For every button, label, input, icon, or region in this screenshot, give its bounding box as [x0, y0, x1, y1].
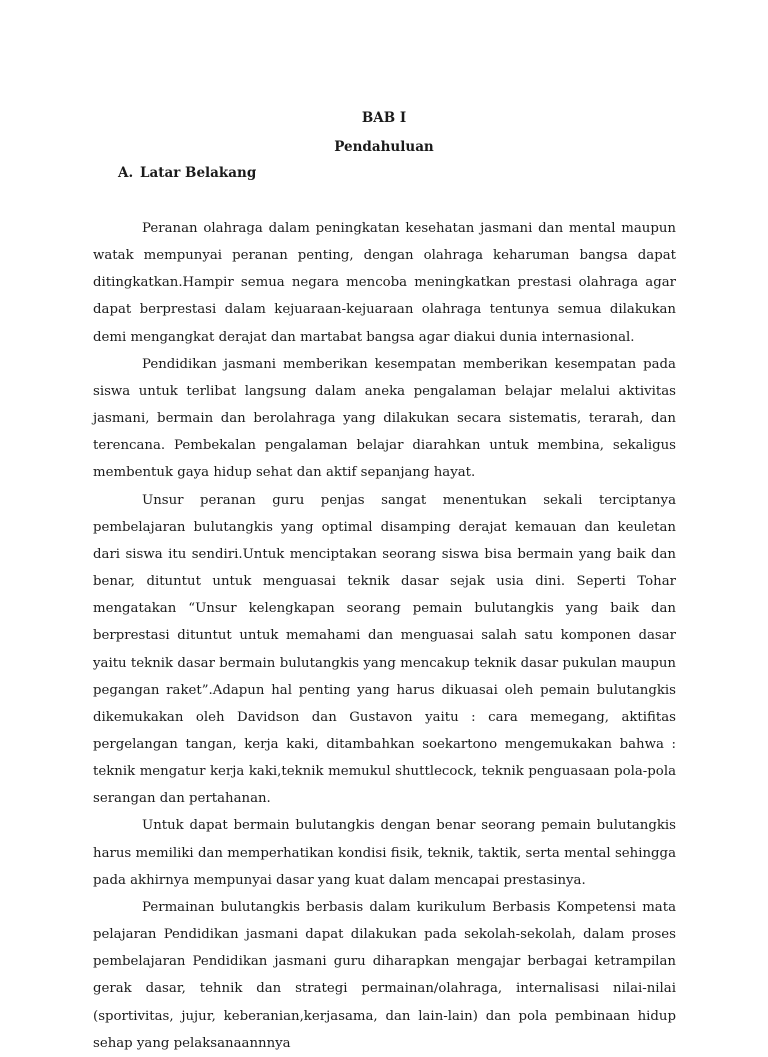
paragraph-2: Pendidikan jasmani memberikan kesempatan memberikan kesempatan pada siswa untuk terlibat langsung dalam aneka pengalaman belajar melalui aktivitas jasmani, bermain dan berolahraga yang dilakukan secara sistematis, terarah, dan terencana. Pembekalan pengalaman belajar diarahkan untuk membina, sekaligus membentuk gaya hidup sehat dan aktif sepanjang hayat.	[93, 356, 676, 481]
paragraph-4: Untuk dapat bermain bulutangkis dengan benar seorang pemain bulutangkis harus memiliki dan memperhatikan kondisi fisik, teknik, taktik, serta mental sehingga pada akhirnya mempunyai dasar yang kuat dalam mencapai prestasinya.	[93, 818, 676, 888]
chapter-number: BAB I	[361, 110, 407, 126]
paragraph-5: Permainan bulutangkis berbasis dalam kurikulum Berbasis Kompetensi mata pelajaran Pendidikan jasmani dapat dilakukan pada sekolah-sekolah, dalam proses pembelajaran Pendidikan jasmani guru diharapkan mengajar berbagai ketrampilan gerak dasar, tehnik dan strategi permainan/olahraga, internalisasi nilai-nilai (sportivitas, jujur, keberanian,kerjasama, dan lain-lain) dan pola pembinaan hidup sehap yang pelaksanaannnya	[93, 899, 676, 1051]
body-text	[93, 215, 676, 1057]
section-title: Latar Belakang	[140, 165, 257, 181]
paragraph-3: Unsur peranan guru penjas sangat menentukan sekali terciptanya pembelajaran bulutangkis yang optimal disamping derajat kemauan dan keuletan dari siswa itu sendiri.Untuk menciptakan seorang siswa bisa bermain yang baik dan benar, dituntut untuk menguasai teknik dasar sejak usia dini. Seperti Tohar mengatakan “Unsur kelengkapan seorang pemain bulutangkis yang baik dan berprestasi dituntut untuk memahami dan menguasai salah satu komponen dasar yaitu teknik dasar bermain bulutangkis yang mencakup teknik dasar pukulan maupun pegangan raket”.Adapun hal penting yang harus dikuasai oleh pemain bulutangkis dikemukakan oleh Davidson dan Gustavon yaitu : cara memegang, aktifitas pergelangan tangan, kerja kaki, ditambahkan soekartono mengemukakan bahwa : teknik mengatur kerja kaki,teknik memukul shuttlecock, teknik penguasaan pola-pola serangan dan pertahanan.	[93, 492, 676, 807]
paragraph-1: Peranan olahraga dalam peningkatan kesehatan jasmani dan mental maupun watak mempunyai peranan penting, dengan olahraga keharuman bangsa dapat ditingkatkan.Hampir semua negara mencoba meningkatkan prestasi olahraga agar dapat berprestasi dalam kejuaraan-kejuaraan olahraga tentunya semua dilakukan demi mengangkat derajat dan martabat bangsa agar diakui dunia internasional.	[93, 221, 676, 345]
chapter-title: Pendahuluan	[334, 139, 434, 155]
section-heading	[118, 165, 256, 181]
section-letter: A.	[118, 165, 134, 181]
